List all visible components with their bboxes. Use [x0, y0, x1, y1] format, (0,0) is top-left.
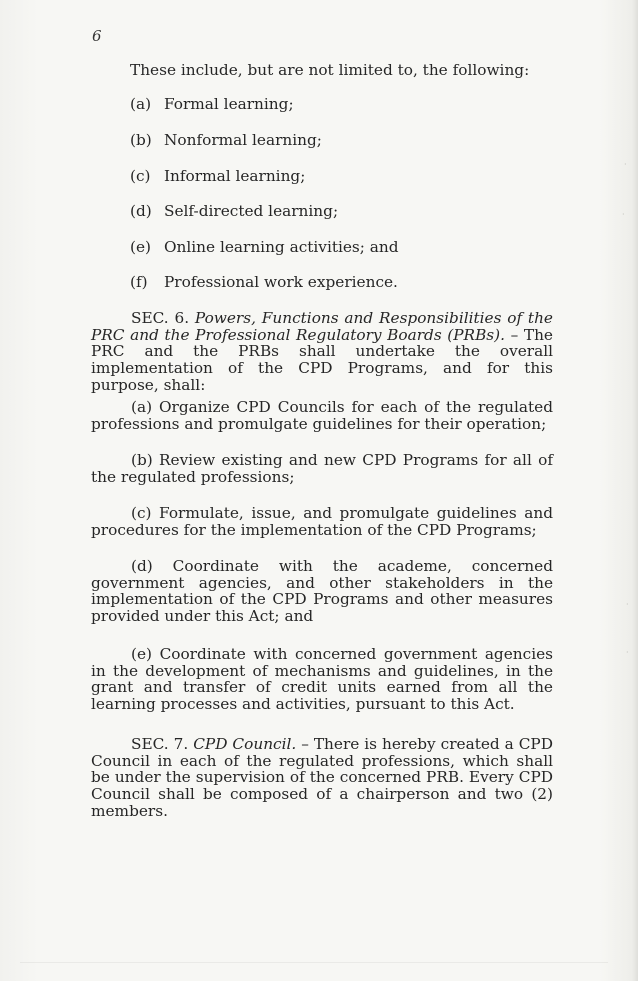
- scan-speck: ·: [626, 600, 629, 609]
- sec6-body: – The PRC and the PRBs shall undertake the overall implementation of the CPD Programs, and for this purpose, shall:: [91, 325, 553, 394]
- sec6-item-a-text: (a) Organize CPD Councils for each of the regulated professions and promulgate guidelines for their operation;: [91, 398, 553, 433]
- sec6-item-b: [91, 452, 553, 485]
- learning-item-label: (f): [130, 273, 148, 291]
- learning-item-d: [130, 203, 338, 220]
- intro-paragraph: These include, but are not limited to, the following:: [130, 61, 530, 79]
- sec7-title: CPD Council.: [193, 735, 297, 753]
- learning-item-text: Informal learning;: [164, 167, 306, 185]
- sec6-item-c: [91, 505, 553, 538]
- sec6-paragraph: [91, 310, 553, 394]
- learning-item-label: (c): [130, 167, 151, 185]
- learning-item-text: Formal learning;: [164, 95, 294, 113]
- learning-item-label: (d): [130, 202, 152, 220]
- sec6-item-d: [91, 558, 553, 625]
- sec6-item-e: [91, 646, 553, 713]
- learning-item-text: Self-directed learning;: [164, 202, 339, 220]
- learning-item-text: Nonformal learning;: [164, 131, 322, 149]
- learning-item-c: [130, 168, 305, 185]
- scan-speck: ·: [624, 160, 627, 169]
- learning-item-b: [130, 132, 322, 149]
- learning-item-e: [130, 239, 399, 256]
- page-bottom-edge: [20, 962, 608, 963]
- sec7-number: SEC. 7.: [131, 735, 189, 753]
- sec6-number: SEC. 6.: [131, 309, 190, 327]
- learning-item-label: (a): [130, 95, 152, 113]
- sec6-item-c-text: (c) Formulate, issue, and promulgate guidelines and procedures for the implementation of the CPD Programs;: [91, 504, 553, 539]
- sec6-item-e-text: (e) Coordinate with concerned government agencies in the development of mechanisms and guidelines, in the grant and transfer of credit units earned from all the learning processes and activities, pursuant to this Act.: [91, 645, 553, 714]
- learning-item-text: Online learning activities; and: [164, 238, 399, 256]
- page-number: 6: [92, 27, 102, 45]
- sec6-item-d-text: (d) Coordinate with the academe, concerned government agencies, and other stakeholders in the implementation of the CPD Programs and other measures provided under this Act; and: [91, 557, 553, 626]
- learning-item-f: [130, 274, 398, 291]
- sec6-item-b-text: (b) Review existing and new CPD Programs for all of the regulated professions;: [91, 451, 553, 486]
- learning-item-a: [130, 96, 294, 113]
- sec6-item-a: [91, 399, 553, 432]
- page-edge-shadow: [632, 0, 638, 981]
- learning-item-label: (b): [130, 131, 152, 149]
- sec7-body: – There is hereby created a CPD Council in each of the regulated professions, which shall be under the supervision of the concerned PRB. Every CPD Council shall be composed of a chairperson and two (2) members.: [91, 735, 553, 820]
- learning-item-label: (e): [130, 238, 151, 256]
- sec6-title: Powers, Functions and Responsibilities of the PRC and the Professional Regulatory Boards (PRBs).: [91, 309, 553, 344]
- scan-speck: ·: [626, 648, 629, 657]
- sec7-paragraph: [91, 736, 553, 820]
- scan-speck: ·: [622, 210, 625, 219]
- learning-item-text: Professional work experience.: [164, 273, 398, 291]
